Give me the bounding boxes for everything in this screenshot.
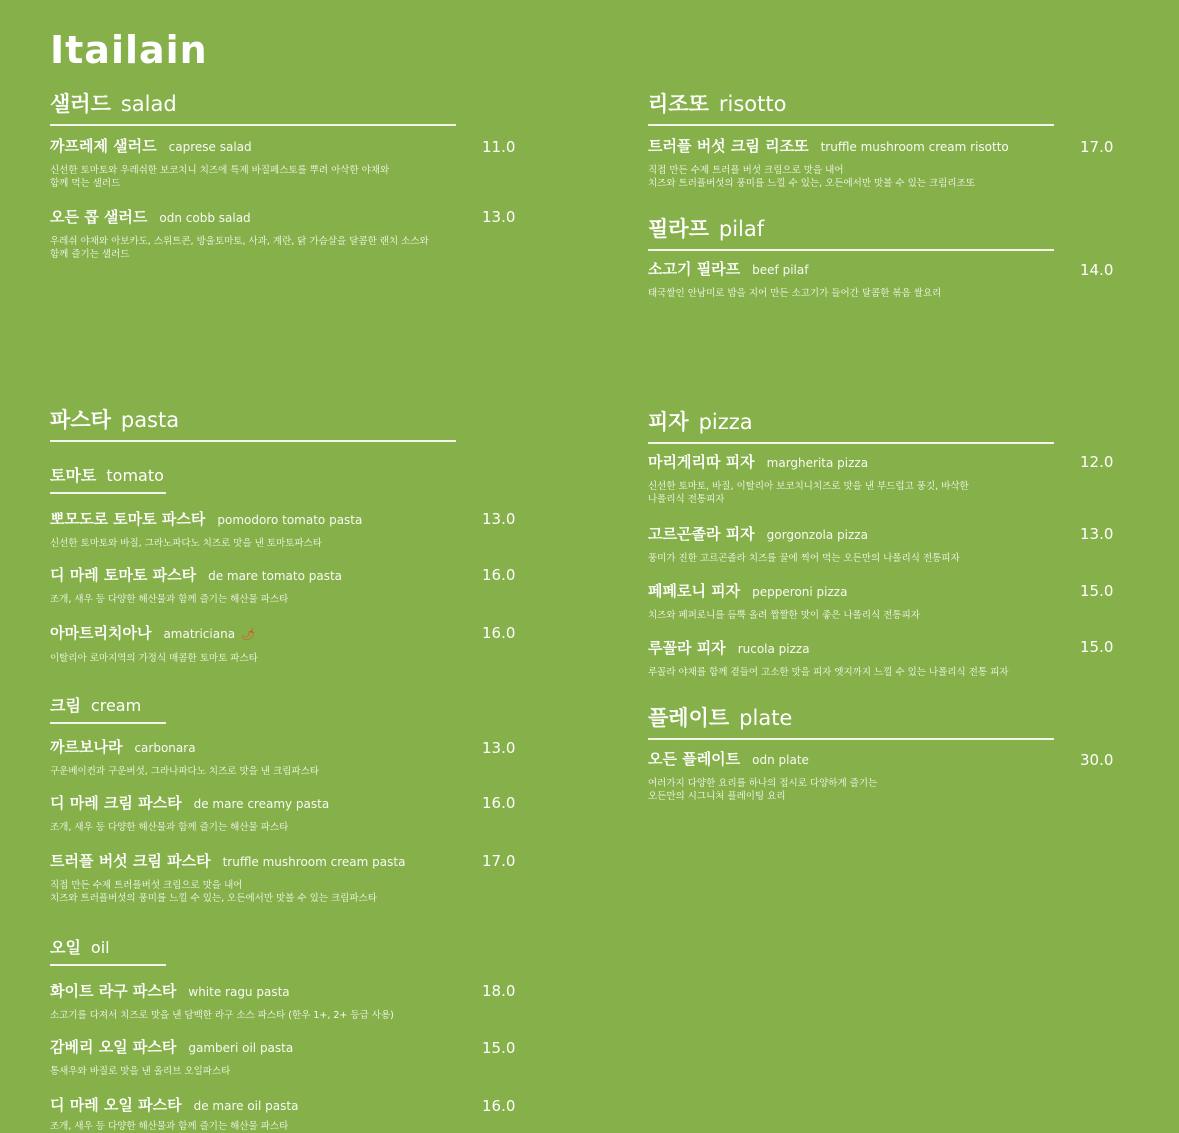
menu-item (50, 738, 319, 778)
section-heading (648, 406, 1054, 436)
item-name-ko: 고르곤졸라 피자 (648, 525, 755, 543)
desc-line: 루꼴라 야채를 함께 곁들여 고소한 맛을 피자 엣지까지 느낄 수 있는 나폴리식 전통 피자 (648, 667, 1009, 678)
subsection-cream (50, 693, 166, 724)
item-name-ko: 오든 플레이트 (648, 750, 741, 768)
section-divider (50, 124, 456, 126)
subsection-divider (50, 722, 166, 724)
menu-item (648, 260, 941, 300)
item-name-ko: 뽀모도로 토마토 파스타 (50, 510, 206, 528)
desc-line: 구운베이컨과 구운버섯, 그라나파다노 치즈로 맛을 낸 크림파스타 (50, 766, 319, 777)
item-description (50, 765, 319, 778)
section-title-ko: 피자 (648, 410, 689, 434)
item-description (648, 287, 941, 300)
menu-item (50, 137, 389, 190)
menu-item (50, 566, 342, 606)
item-description (648, 777, 877, 803)
item-price: 16.0 (482, 566, 516, 584)
menu-item (50, 208, 429, 261)
section-pasta (50, 404, 456, 442)
section-title-ko: 샐러드 (50, 92, 111, 116)
section-title-en: pilaf (718, 217, 765, 241)
item-name-ko: 오든 콥 샐러드 (50, 208, 148, 226)
menu-item (50, 1038, 293, 1078)
section-title-en: plate (739, 706, 793, 730)
section-heading (648, 702, 1054, 732)
subsection-divider (50, 964, 166, 966)
item-description (648, 609, 920, 622)
menu-item (648, 525, 960, 565)
section-divider (648, 738, 1054, 740)
section-title-ko: 파스타 (50, 408, 111, 432)
item-name-en: de mare tomato pasta (208, 569, 343, 583)
section-pizza (648, 406, 1054, 444)
item-name-ko: 디 마레 오일 파스타 (50, 1096, 182, 1114)
section-title-ko: 플레이트 (648, 706, 730, 730)
item-name-en: amatriciana (163, 627, 236, 641)
item-description (648, 666, 1008, 679)
item-name-en: de mare oil pasta (193, 1099, 299, 1113)
menu-item (50, 510, 362, 550)
section-title-en: pasta (120, 408, 180, 432)
item-name-en: odn plate (752, 753, 809, 767)
item-name-en: gorgonzola pizza (766, 528, 868, 542)
subsection-title-en: cream (90, 696, 142, 715)
desc-line: 치즈와 트러플버섯의 풍미를 느낄 수 있는, 오든에서만 맛볼 수 있는 크림파스타 (50, 893, 377, 904)
menu-item (648, 453, 969, 506)
item-name-ko: 아마트리치아나 (50, 624, 152, 642)
item-name-en: de mare creamy pasta (193, 797, 330, 811)
chili-pepper-icon: 🌶 (241, 628, 256, 641)
item-price: 11.0 (482, 138, 516, 156)
desc-line: 치즈와 트러플버섯의 풍미를 느낄 수 있는, 오든에서만 맛볼 수 있는 크림리조또 (648, 178, 975, 189)
item-description (50, 537, 362, 550)
item-name-en: odn cobb salad (159, 211, 251, 225)
item-name-ko: 페페로니 피자 (648, 582, 741, 600)
item-description (50, 652, 258, 665)
item-name-ko: 디 마레 크림 파스타 (50, 794, 182, 812)
subsection-title-en: oil (90, 938, 110, 957)
desc-line: 함께 즐기는 샐러드 (50, 249, 130, 260)
subsection-oil (50, 935, 166, 966)
section-divider (50, 440, 456, 442)
desc-line: 우레쉬 야채와 아보카도, 스위트콘, 방울토마토, 사과, 계란, 닭 가슴살을 달콤한 랜치 소스와 (50, 236, 429, 247)
item-price: 16.0 (482, 1097, 516, 1115)
section-divider (648, 249, 1054, 251)
item-name-en: carbonara (134, 741, 196, 755)
item-name-ko: 소고기 필라프 (648, 260, 741, 278)
section-title-en: risotto (718, 92, 787, 116)
item-price: 14.0 (1080, 261, 1114, 279)
item-price: 13.0 (482, 510, 516, 528)
menu-item (50, 1096, 298, 1133)
item-price: 15.0 (482, 1039, 516, 1057)
section-risotto (648, 88, 1054, 126)
desc-line: 오든만의 시그니처 플레이팅 요리 (648, 791, 786, 802)
section-heading (50, 88, 456, 118)
item-price: 13.0 (482, 739, 516, 757)
item-name-en: gamberi oil pasta (188, 1041, 294, 1055)
desc-line: 조개, 새우 등 다양한 해산물과 함께 즐기는 해산물 파스타 (50, 822, 289, 833)
subsection-title-ko: 토마토 (50, 466, 97, 485)
section-title-ko: 필라프 (648, 217, 709, 241)
item-name-ko: 감베리 오일 파스타 (50, 1038, 177, 1056)
item-name-ko: 까르보나라 (50, 738, 123, 756)
desc-line: 나폴리식 전통피자 (648, 494, 725, 505)
desc-line: 신선한 토마토와 바질, 그라노파다노 치즈로 맛을 낸 토마토파스타 (50, 538, 322, 549)
item-price: 17.0 (482, 852, 516, 870)
item-name-ko: 까프레제 샐러드 (50, 137, 157, 155)
item-price: 30.0 (1080, 751, 1114, 769)
menu-item (648, 582, 920, 622)
section-divider (648, 124, 1054, 126)
desc-line: 조개, 새우 등 다양한 해산물과 함께 즐기는 해산물 파스타 (50, 594, 289, 605)
item-description (50, 593, 342, 606)
item-price: 13.0 (1080, 525, 1114, 543)
item-price: 12.0 (1080, 453, 1114, 471)
subsection-title-ko: 크림 (50, 696, 81, 715)
menu-item (50, 624, 258, 665)
section-heading (50, 404, 456, 434)
section-title-en: salad (120, 92, 177, 116)
item-name-en: truffle mushroom cream pasta (222, 855, 406, 869)
item-description (50, 879, 405, 905)
item-name-en: margherita pizza (766, 456, 869, 470)
subsection-tomato (50, 463, 166, 494)
subsection-title-ko: 오일 (50, 938, 81, 957)
item-price: 15.0 (1080, 582, 1114, 600)
menu-item (50, 794, 329, 834)
desc-line: 함께 먹는 샐러드 (50, 178, 121, 189)
item-description (50, 1065, 293, 1078)
item-name-en: pomodoro tomato pasta (217, 513, 363, 527)
item-description (50, 164, 389, 190)
subsection-heading (50, 693, 166, 716)
item-description (648, 480, 969, 506)
menu-item (648, 750, 877, 803)
desc-line: 이탈리아 로마지역의 가정식 매콤한 토마토 파스타 (50, 653, 258, 664)
desc-line: 풍미가 진한 고르곤졸라 치즈를 꿀에 찍어 먹는 오든만의 나폴리식 전통피자 (648, 553, 960, 564)
item-name-ko: 디 마레 토마토 파스타 (50, 566, 197, 584)
subsection-heading (50, 463, 166, 486)
subsection-divider (50, 492, 166, 494)
desc-line: 소고기를 다져서 치즈로 맛을 낸 담백한 라구 소스 파스타 (한우 1+, 2+ 등급 사용) (50, 1010, 394, 1021)
desc-line: 치즈와 페퍼로니를 듬뿍 올려 짭짤한 맛이 좋은 나폴리식 전통피자 (648, 610, 920, 621)
desc-line: 통새우와 바질로 맛을 낸 올리브 오일파스타 (50, 1066, 231, 1077)
item-price: 18.0 (482, 982, 516, 1000)
item-description (50, 235, 429, 261)
item-price: 15.0 (1080, 638, 1114, 656)
section-title-ko: 리조또 (648, 92, 709, 116)
section-plate (648, 702, 1054, 740)
menu-item (648, 639, 1008, 679)
item-price: 13.0 (482, 208, 516, 226)
item-name-en: caprese salad (168, 140, 252, 154)
section-heading (648, 88, 1054, 118)
item-name-ko: 화이트 라구 파스타 (50, 982, 177, 1000)
item-description (50, 1009, 394, 1022)
desc-line: 신선한 토마토, 바질, 이탈리아 보코치니치즈로 맛을 낸 부드럽고 풍깃, 바삭한 (648, 481, 969, 492)
item-name-en: beef pilaf (752, 263, 809, 277)
item-price: 16.0 (482, 624, 516, 642)
item-description (648, 552, 960, 565)
section-salad (50, 88, 456, 126)
item-name-ko: 트러플 버섯 크림 리조또 (648, 137, 809, 155)
item-description (50, 1120, 298, 1133)
menu-item (50, 852, 405, 905)
section-pilaf (648, 213, 1054, 251)
item-name-en: truffle mushroom cream risotto (820, 140, 1009, 154)
item-name-en: pepperoni pizza (752, 585, 848, 599)
menu-title: Itailain (50, 28, 208, 72)
item-name-ko: 트러플 버섯 크림 파스타 (50, 852, 211, 870)
desc-line: 조개, 새우 등 다양한 해산물과 함께 즐기는 해산물 파스타 (50, 1121, 289, 1132)
menu-item (50, 982, 394, 1022)
item-price: 17.0 (1080, 138, 1114, 156)
desc-line: 신선한 토마토와 우레쉬한 보코치니 치즈에 특제 바질페스토를 뿌려 아삭한 야채와 (50, 165, 390, 176)
desc-line: 여러가지 다양한 요리를 하나의 접시로 다양하게 즐기는 (648, 778, 878, 789)
item-description (648, 164, 1009, 190)
desc-line: 태국쌀인 안남미로 밥을 지어 만든 소고기가 들어간 달콤한 볶음 쌀요리 (648, 288, 942, 299)
item-description (50, 821, 329, 834)
menu-item (648, 137, 1009, 190)
desc-line: 직접 만든 수제 트러플 버섯 크림으로 맛을 내어 (648, 165, 844, 176)
item-name-ko: 마리게리따 피자 (648, 453, 755, 471)
section-title-en: pizza (698, 410, 753, 434)
section-heading (648, 213, 1054, 243)
item-price: 16.0 (482, 794, 516, 812)
item-name-ko: 루꼴라 피자 (648, 639, 726, 657)
section-divider (648, 442, 1054, 444)
desc-line: 직접 만든 수제 트러플버섯 크림으로 맛을 내어 (50, 880, 243, 891)
item-name-en: rucola pizza (737, 642, 810, 656)
item-name-en: white ragu pasta (188, 985, 290, 999)
subsection-heading (50, 935, 166, 958)
subsection-title-en: tomato (106, 466, 164, 485)
